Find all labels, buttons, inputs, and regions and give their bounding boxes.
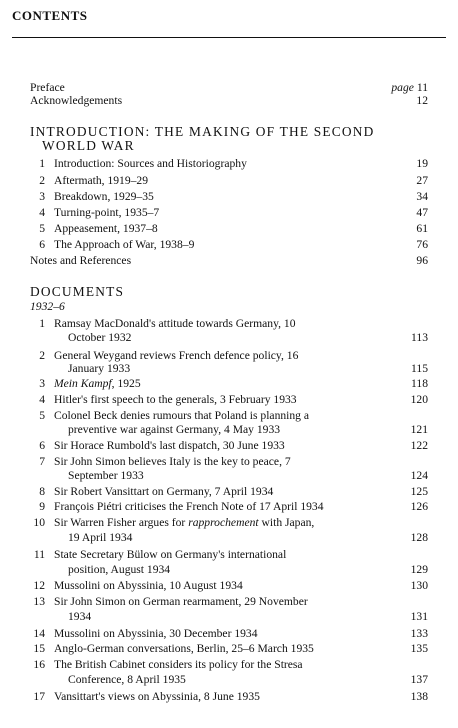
entry-page-number: 34 xyxy=(416,190,428,203)
entry-number: 15 xyxy=(33,642,45,655)
entry-title-cont: January 1933 xyxy=(68,362,131,375)
entry-title: Anglo-German conversations, Berlin, 25–6 March 1935 xyxy=(54,642,314,655)
entry-number: 6 xyxy=(39,439,45,452)
entry-title: Breakdown, 1929–35 xyxy=(54,190,154,203)
entry-number: 1 xyxy=(39,157,45,170)
entry-number: 3 xyxy=(39,190,45,203)
entry-title-rest: , 1925 xyxy=(111,377,141,390)
entry-number: 6 xyxy=(39,238,45,251)
entry-page-number: 121 xyxy=(410,423,428,436)
entry-title: Hitler's first speech to the generals, 3 February 1933 xyxy=(54,393,297,406)
entry-number: 4 xyxy=(39,393,45,406)
entry-title: Mussolini on Abyssinia, 10 August 1934 xyxy=(54,579,243,592)
entry-title: François Piétri criticises the French Note of 17 April 1934 xyxy=(54,500,324,513)
entry-title-cont: 19 April 1934 xyxy=(68,531,133,544)
page-prefix: page xyxy=(391,81,414,94)
entry-title-part: Sir Warren Fisher argues for xyxy=(54,516,189,529)
entry-page-number: 125 xyxy=(410,485,428,498)
entry-title-cont: preventive war against Germany, 4 May 1933 xyxy=(68,423,281,436)
entry-page-number: 122 xyxy=(410,439,428,452)
entry-title: Acknowledgements xyxy=(30,94,123,107)
entry-title-cont: October 1932 xyxy=(68,331,132,344)
entry-title-cont: 1934 xyxy=(68,610,92,623)
entry-title: State Secretary Bülow on Germany's international xyxy=(54,548,287,561)
entry-title: Turning-point, 1935–7 xyxy=(54,206,160,219)
entry-page-number: 120 xyxy=(410,393,428,406)
entry-number: 8 xyxy=(39,485,45,498)
entry-number: 17 xyxy=(33,690,45,703)
entry-number: 2 xyxy=(39,349,45,362)
entry-page-number: 96 xyxy=(416,254,428,267)
entry-page-number: 131 xyxy=(410,610,428,623)
entry-page-number: 138 xyxy=(410,690,428,703)
page-heading: CONTENTS xyxy=(12,8,88,23)
entry-title-cont: position, August 1934 xyxy=(68,563,171,576)
entry-page-number: 19 xyxy=(416,157,428,170)
entry-title: Sir John Simon believes Italy is the key to peace, 7 xyxy=(54,455,291,468)
book-title: Mein Kampf xyxy=(54,377,112,390)
entry-page-number: 115 xyxy=(411,362,428,375)
entry-title: Sir Horace Rumbold's last dispatch, 30 June 1933 xyxy=(54,439,285,452)
entry-page-number: 27 xyxy=(416,174,428,187)
entry-page xyxy=(391,81,428,94)
entry-title: Preface xyxy=(30,81,65,94)
entry-title xyxy=(54,516,314,529)
entry-number: 14 xyxy=(33,627,45,640)
entry-title-cont: Conference, 8 April 1935 xyxy=(68,673,186,686)
entry-number: 9 xyxy=(39,500,45,513)
entry-title: The Approach of War, 1938–9 xyxy=(54,238,195,251)
entry-number: 12 xyxy=(33,579,45,592)
entry-page-number: 126 xyxy=(410,500,428,513)
entry-number: 16 xyxy=(33,658,45,671)
entry-title-cont: September 1933 xyxy=(68,469,144,482)
entry-title-part: with Japan, xyxy=(258,516,315,529)
entry-page-number: 133 xyxy=(410,627,428,640)
entry-number: 10 xyxy=(33,516,45,529)
entry-title: General Weygand reviews French defence policy, 16 xyxy=(54,349,299,362)
entry-number: 13 xyxy=(33,595,45,608)
entry-number: 1 xyxy=(39,317,45,330)
entry-page-number: 129 xyxy=(410,563,428,576)
entry-title: Notes and References xyxy=(30,254,132,267)
entry-title: Sir John Simon on German rearmament, 29 November xyxy=(54,595,308,608)
entry-number: 11 xyxy=(33,548,45,561)
entry-title xyxy=(54,377,141,390)
entry-page-number: 130 xyxy=(410,579,428,592)
period-label: 1932–6 xyxy=(30,300,65,313)
entry-number: 5 xyxy=(39,409,45,422)
entry-page-number: 135 xyxy=(410,642,428,655)
entry-title: Sir Robert Vansittart on Germany, 7 April 1934 xyxy=(54,485,274,498)
entry-title: Vansittart's views on Abyssinia, 8 June 1935 xyxy=(54,690,260,703)
heading-rule xyxy=(12,37,446,38)
entry-number: 5 xyxy=(39,222,45,235)
entry-page-number: 76 xyxy=(416,238,428,251)
entry-number: 3 xyxy=(39,377,45,390)
entry-page-number: 118 xyxy=(411,377,428,390)
entry-page-number: 137 xyxy=(410,673,428,686)
entry-page-number: 128 xyxy=(410,531,428,544)
entry-title: Mussolini on Abyssinia, 30 December 1934 xyxy=(54,627,258,640)
entry-title: Colonel Beck denies rumours that Poland is planning a xyxy=(54,409,310,422)
section-heading-documents: DOCUMENTS xyxy=(30,284,125,299)
entry-title: Aftermath, 1919–29 xyxy=(54,174,149,187)
entry-title: Appeasement, 1937–8 xyxy=(54,222,158,235)
entry-title: Introduction: Sources and Historiography xyxy=(54,157,247,170)
entry-page-number: 113 xyxy=(411,331,428,344)
section-heading-introduction: INTRODUCTION: THE MAKING OF THE SECOND xyxy=(30,124,375,139)
entry-page-number: 12 xyxy=(416,94,428,107)
entry-number: 7 xyxy=(39,455,45,468)
entry-page-number: 11 xyxy=(416,81,428,94)
entry-number: 2 xyxy=(39,174,45,187)
entry-title-italic: rapprochement xyxy=(188,516,259,529)
entry-title: The British Cabinet considers its policy for the Stresa xyxy=(54,658,303,671)
entry-page-number: 61 xyxy=(416,222,428,235)
entry-title: Ramsay MacDonald's attitude towards Germany, 10 xyxy=(54,317,296,330)
entry-page-number: 124 xyxy=(410,469,428,482)
entry-page-number: 47 xyxy=(416,206,428,219)
entry-number: 4 xyxy=(39,206,45,219)
section-heading-introduction-cont: WORLD WAR xyxy=(42,138,135,153)
